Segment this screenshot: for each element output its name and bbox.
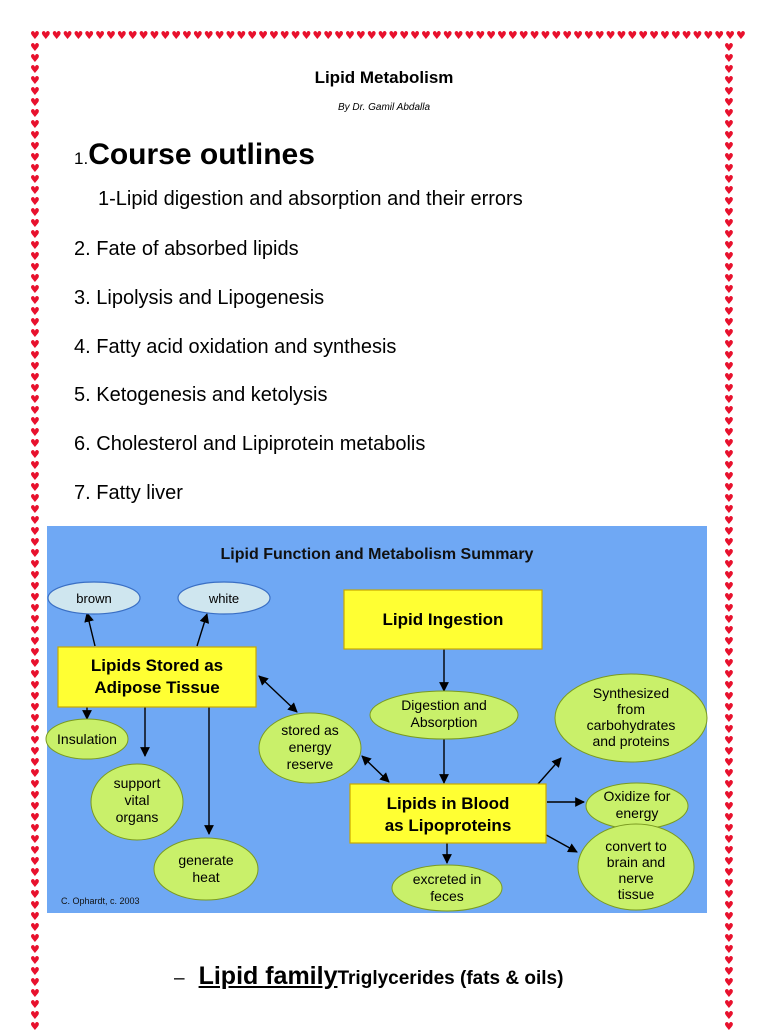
course-outlines-heading [74,138,315,172]
oval-support-vital-organs [91,764,183,840]
box-lipid-ingestion [344,590,542,649]
heart-border-top: ♥♥♥♥♥♥♥♥♥♥♥♥♥♥♥♥♥♥♥♥♥♥♥♥♥♥♥♥♥♥♥♥♥♥♥♥♥♥♥♥♥♥♥♥♥♥♥♥♥♥♥♥♥♥♥♥♥♥♥♥♥♥♥♥♥♥ [30,29,747,42]
svg-text:Insulation: Insulation [57,731,117,747]
svg-text:Lipid Ingestion: Lipid Ingestion [382,610,504,629]
svg-text:as Lipoproteins: as Lipoproteins [384,816,512,835]
svg-text:organs: organs [115,809,159,825]
svg-text:and proteins: and proteins [592,733,670,749]
oval-insulation [46,719,128,759]
svg-text:white: white [208,591,240,606]
svg-text:heat: heat [192,869,220,885]
heading-number: 1. [74,149,89,168]
lipid-family-line [174,962,563,991]
svg-text:nerve: nerve [618,870,654,886]
oval-excreted-feces [392,865,502,911]
diagram-credit: C. Ophardt, c. 2003 [61,896,140,906]
outline-item-4: 4. Fatty acid oxidation and synthesis [74,336,397,358]
heart-border-right: ♥♥♥♥♥♥♥♥♥♥♥♥♥♥♥♥♥♥♥♥♥♥♥♥♥♥♥♥♥♥♥♥♥♥♥♥♥♥♥♥♥♥♥♥♥♥♥♥♥♥♥♥♥♥♥♥♥♥♥♥♥♥♥♥♥♥♥♥♥♥♥♥♥♥♥♥♥♥♥♥♥♥♥♥♥♥♥♥♥♥ [724,41,734,1033]
svg-text:vital: vital [124,792,150,808]
svg-text:Lipids Stored as: Lipids Stored as [90,656,224,675]
bullet-dash: – [174,968,185,989]
oval-stored-energy-reserve [259,713,361,783]
svg-text:brain and: brain and [606,854,666,870]
svg-text:Synthesized: Synthesized [592,685,670,701]
svg-text:support: support [113,775,161,791]
heading-text: Course outlines [88,138,315,171]
svg-text:generate: generate [178,852,234,868]
author-line: By Dr. Gamil Abdalla [337,102,431,113]
outline-item-5: 5. Ketogenesis and ketolysis [74,384,328,406]
lipid-metabolism-diagram [47,526,707,913]
lipid-family-label: Lipid family [198,962,338,990]
svg-text:Adipose Tissue: Adipose Tissue [94,678,220,697]
svg-text:tissue: tissue [617,886,655,902]
box-adipose [58,647,256,707]
page-title: Lipid Metabolism [314,68,454,87]
svg-text:Absorption: Absorption [410,714,478,730]
outline-item-6: 6. Cholesterol and Lipiprotein metabolis [74,433,426,455]
svg-text:convert to: convert to [605,838,667,854]
oval-white [178,582,270,614]
outline-item-1: 1-Lipid digestion and absorption and their errors [98,188,523,210]
oval-digestion-absorption [370,691,518,739]
svg-text:energy: energy [288,739,332,755]
outline-item-3: 3. Lipolysis and Lipogenesis [74,287,325,309]
svg-text:energy: energy [615,805,659,821]
oval-oxidize-energy [586,783,688,829]
diagram-svg [47,526,707,913]
heart-border-left: ♥♥♥♥♥♥♥♥♥♥♥♥♥♥♥♥♥♥♥♥♥♥♥♥♥♥♥♥♥♥♥♥♥♥♥♥♥♥♥♥♥♥♥♥♥♥♥♥♥♥♥♥♥♥♥♥♥♥♥♥♥♥♥♥♥♥♥♥♥♥♥♥♥♥♥♥♥♥♥♥♥♥♥♥♥♥♥♥♥♥ [30,41,40,1033]
svg-text:Digestion and: Digestion and [401,697,487,713]
diagram-title: Lipid Function and Metabolism Summary [220,546,534,563]
oval-synthesized [555,674,707,762]
svg-text:reserve: reserve [286,756,334,772]
oval-generate-heat [154,838,258,900]
outline-item-2: 2. Fate of absorbed lipids [74,238,299,260]
svg-text:Oxidize for: Oxidize for [603,788,671,804]
oval-convert-brain-nerve [578,824,694,910]
box-lipids-blood [350,784,546,843]
svg-text:brown: brown [76,591,112,606]
svg-text:Lipids in Blood: Lipids in Blood [386,794,510,813]
oval-brown [48,582,140,614]
outline-item-7: 7. Fatty liver [74,482,183,504]
svg-text:from: from [617,701,645,717]
svg-text:carbohydrates: carbohydrates [586,717,676,733]
lipid-family-text: Triglycerides (fats & oils) [337,968,564,989]
svg-text:stored as: stored as [281,722,339,738]
svg-text:feces: feces [430,888,464,904]
svg-text:excreted in: excreted in [412,871,482,887]
